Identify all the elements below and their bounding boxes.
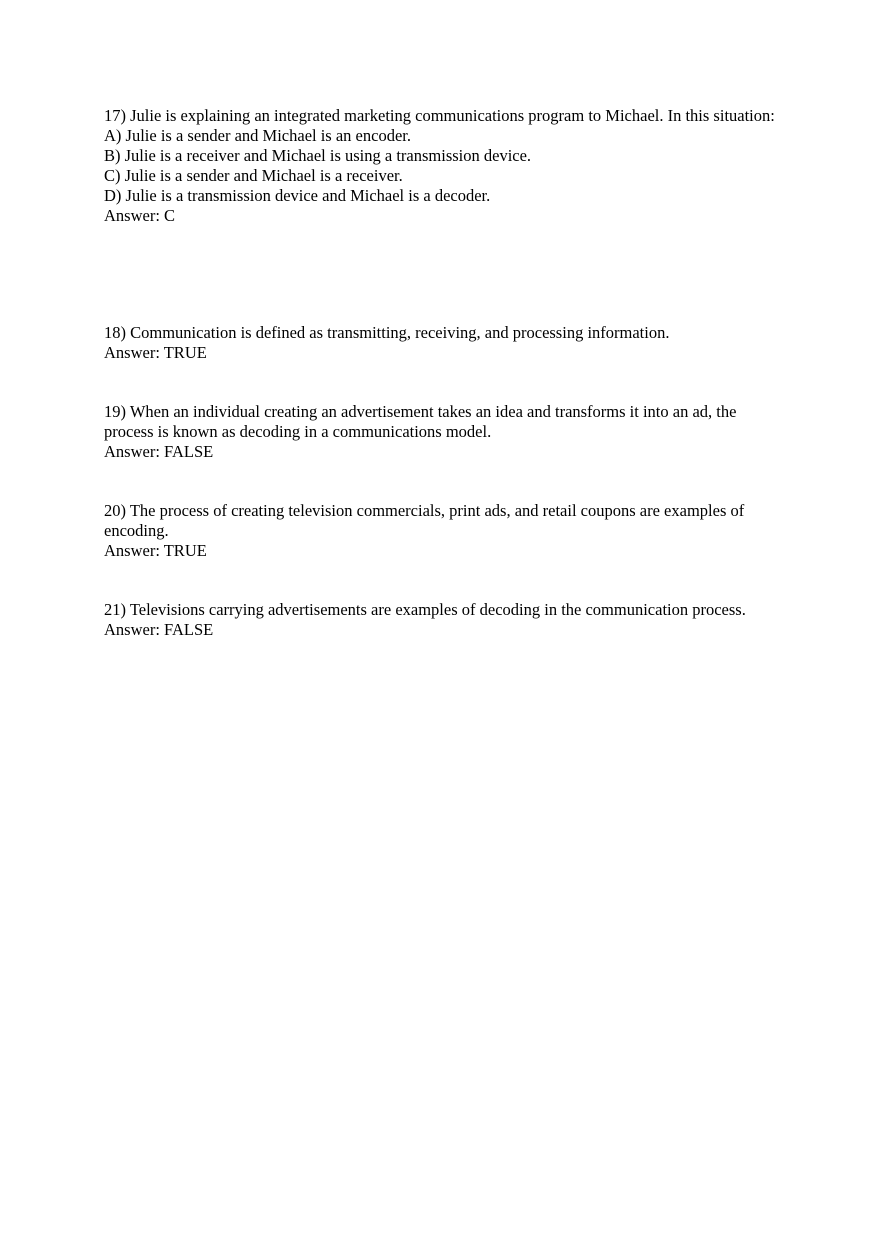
answer-option-d: D) Julie is a transmission device and Michael is a decoder. [104,186,491,205]
question-stem: 21) Televisions carrying advertisements are examples of decoding in the communication process. [104,600,746,619]
answer-key: Answer: TRUE [104,343,207,362]
question-stem: 18) Communication is defined as transmitting, receiving, and processing information. [104,323,670,342]
question-stem: 20) The process of creating television commercials, print ads, and retail coupons are examples of encoding. [104,501,745,540]
question-stem: 17) Julie is explaining an integrated marketing communications program to Michael. In this situation: [104,106,775,125]
question-17 [104,106,784,226]
question-20 [104,501,784,561]
question-18 [104,323,784,363]
answer-option-c: C) Julie is a sender and Michael is a receiver. [104,166,403,185]
question-list [104,106,784,640]
question-19 [104,402,784,462]
question-stem: 19) When an individual creating an advertisement takes an idea and transforms it into an ad, the process is known as decoding in a communications model. [104,402,737,441]
answer-key: Answer: FALSE [104,620,214,639]
question-21 [104,600,784,640]
answer-key: Answer: C [104,206,176,225]
answer-key: Answer: FALSE [104,442,214,461]
answer-option-a: A) Julie is a sender and Michael is an encoder. [104,126,411,145]
answer-option-b: B) Julie is a receiver and Michael is using a transmission device. [104,146,532,165]
answer-key: Answer: TRUE [104,541,207,560]
